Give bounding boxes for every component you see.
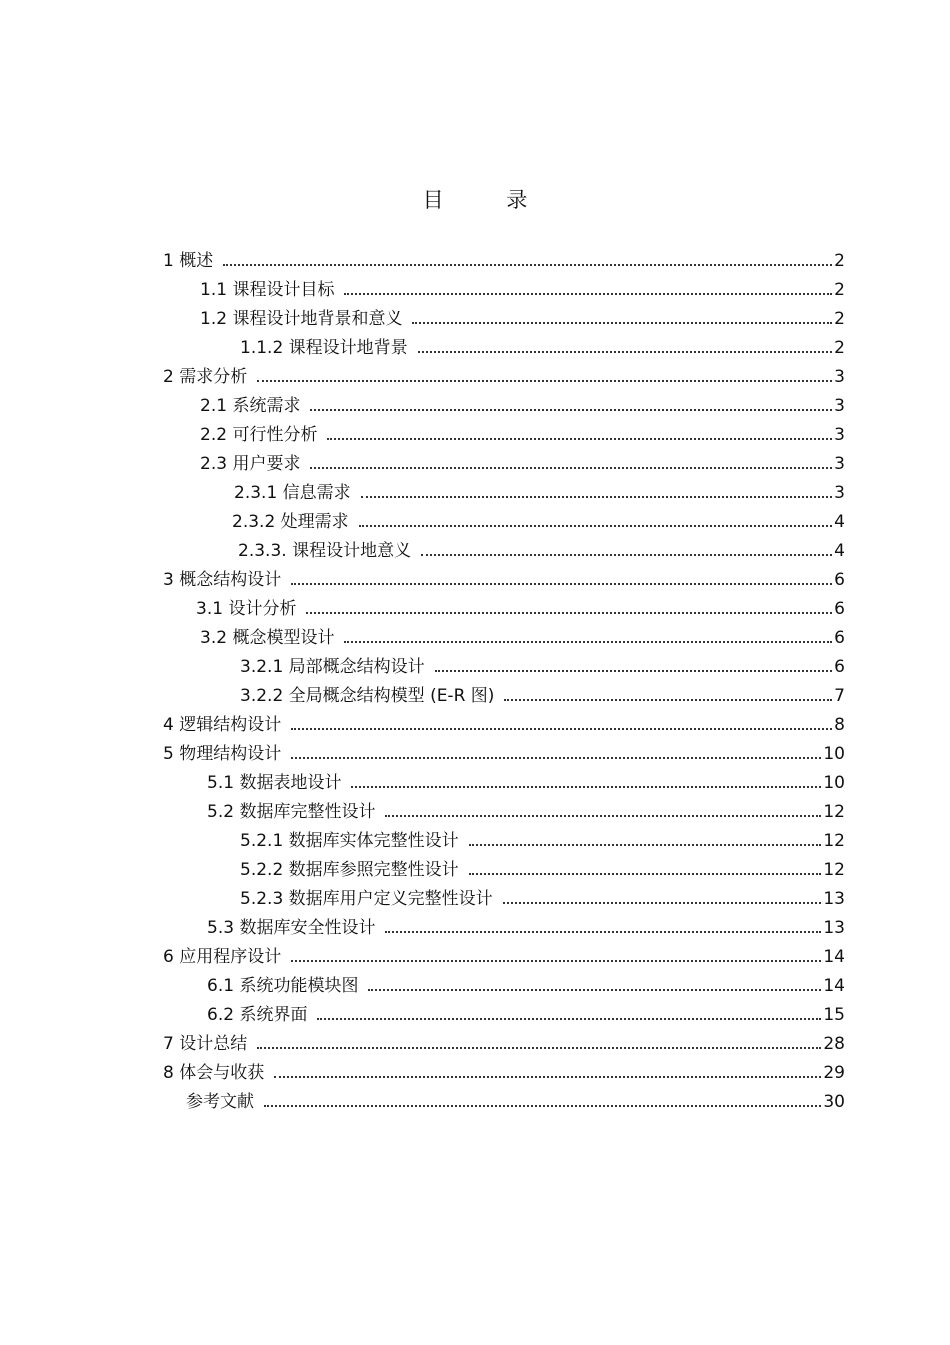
toc-dot-leader: [435, 670, 833, 672]
toc-entry-page-number: 15: [823, 1005, 845, 1025]
toc-dot-leader: [291, 757, 821, 759]
toc-entry[interactable]: [163, 244, 845, 272]
toc-entry-label: 2.3.3. 课程设计地意义: [238, 541, 412, 561]
toc-entry[interactable]: [232, 505, 845, 533]
toc-dot-leader: [421, 554, 832, 556]
toc-entry-label: 3.1 设计分析: [196, 599, 297, 619]
toc-entry[interactable]: [163, 1027, 845, 1055]
toc-entry-label: 5 物理结构设计: [163, 744, 282, 764]
toc-entry-label: 5.2.3 数据库用户定义完整性设计: [240, 889, 493, 909]
toc-entry-page-number: 6: [834, 599, 845, 619]
toc-dot-leader: [385, 931, 821, 933]
toc-dot-leader: [361, 496, 833, 498]
toc-entry[interactable]: [240, 679, 845, 707]
toc-entry[interactable]: [163, 737, 845, 765]
toc-entry-page-number: 13: [823, 889, 845, 909]
toc-entry-page-number: 4: [834, 512, 845, 532]
toc-dot-leader: [291, 960, 821, 962]
toc-entry-page-number: 6: [834, 628, 845, 648]
toc-entry-page-number: 12: [823, 860, 845, 880]
toc-entry[interactable]: [163, 708, 845, 736]
toc-dot-leader: [503, 902, 822, 904]
toc-entry-page-number: 28: [823, 1034, 845, 1054]
toc-entry-label: 6.2 系统界面: [207, 1005, 308, 1025]
toc-entry[interactable]: [200, 273, 845, 301]
toc-entry-page-number: 10: [823, 773, 845, 793]
toc-entry-label: 5.2.1 数据库实体完整性设计: [240, 831, 459, 851]
toc-entry[interactable]: [240, 331, 845, 359]
toc-dot-leader: [418, 351, 833, 353]
toc-entry-label: 6 应用程序设计: [163, 947, 282, 967]
toc-entry[interactable]: [238, 534, 845, 562]
toc-dot-leader: [327, 438, 832, 440]
toc-entry-page-number: 3: [834, 396, 845, 416]
toc-entry-label: 4 逻辑结构设计: [163, 715, 282, 735]
toc-entry-label: 3.2 概念模型设计: [200, 628, 335, 648]
toc-entry[interactable]: [207, 998, 845, 1026]
toc-entry-label: 2.2 可行性分析: [200, 425, 318, 445]
toc-dot-leader: [317, 1018, 821, 1020]
toc-entry-label: 8 体会与收获: [163, 1063, 265, 1083]
toc-dot-leader: [291, 583, 832, 585]
toc-entry-page-number: 2: [834, 338, 845, 358]
toc-entry-page-number: 14: [823, 947, 845, 967]
toc-entry[interactable]: [240, 882, 845, 910]
toc-entry-page-number: 13: [823, 918, 845, 938]
toc-entry[interactable]: [207, 766, 845, 794]
toc-entry-label: 5.2.2 数据库参照完整性设计: [240, 860, 459, 880]
toc-entry[interactable]: [163, 1056, 845, 1084]
toc-dot-leader: [306, 612, 832, 614]
toc-entry[interactable]: [200, 418, 845, 446]
toc-entry-label: 3.2.2 全局概念结构模型 (E-R 图): [240, 686, 495, 706]
toc-entry-label: 7 设计总结: [163, 1034, 248, 1054]
toc-dot-leader: [469, 873, 822, 875]
toc-entry-label: 1 概述: [163, 251, 214, 271]
page-title: 目 录: [422, 188, 556, 212]
toc-entry-label: 2.3.1 信息需求: [234, 483, 351, 503]
toc-dot-leader: [274, 1076, 821, 1078]
toc-entry[interactable]: [207, 969, 845, 997]
toc-entry[interactable]: [240, 650, 845, 678]
toc-dot-leader: [412, 322, 832, 324]
toc-dot-leader: [504, 699, 832, 701]
toc-dot-leader: [344, 641, 832, 643]
toc-entry-page-number: 3: [834, 483, 845, 503]
toc-entry-page-number: 3: [834, 454, 845, 474]
toc-entry[interactable]: [163, 940, 845, 968]
toc-entry-label: 2.1 系统需求: [200, 396, 301, 416]
toc-entry-page-number: 7: [834, 686, 845, 706]
toc-entry[interactable]: [200, 447, 845, 475]
toc-entry[interactable]: [200, 389, 845, 417]
toc-dot-leader: [351, 786, 821, 788]
toc-entry-page-number: 2: [834, 251, 845, 271]
toc-entry-page-number: 12: [823, 831, 845, 851]
toc-entry-page-number: 30: [823, 1092, 845, 1112]
toc-entry[interactable]: [200, 621, 845, 649]
toc-entry[interactable]: [163, 563, 845, 591]
toc-entry[interactable]: [186, 1085, 845, 1113]
toc-entry-label: 2 需求分析: [163, 367, 248, 387]
toc-entry[interactable]: [207, 911, 845, 939]
toc-entry[interactable]: [240, 824, 845, 852]
toc-entry-page-number: 2: [834, 280, 845, 300]
toc-dot-leader: [344, 293, 832, 295]
toc-entry[interactable]: [207, 795, 845, 823]
toc-entry-page-number: 3: [834, 425, 845, 445]
toc-entry-label: 5.2 数据库完整性设计: [207, 802, 376, 822]
toc-entry-label: 1.1 课程设计目标: [200, 280, 335, 300]
toc-entry-page-number: 10: [823, 744, 845, 764]
toc-entry-page-number: 6: [834, 657, 845, 677]
toc-entry-page-number: 8: [834, 715, 845, 735]
toc-entry-page-number: 4: [834, 541, 845, 561]
toc-entry[interactable]: [240, 853, 845, 881]
toc-entry-label: 3.2.1 局部概念结构设计: [240, 657, 425, 677]
toc-entry-page-number: 12: [823, 802, 845, 822]
toc-dot-leader: [257, 1047, 821, 1049]
toc-dot-leader: [368, 989, 821, 991]
toc-entry[interactable]: [196, 592, 845, 620]
toc-dot-leader: [223, 264, 832, 266]
toc-entry-page-number: 29: [823, 1063, 845, 1083]
toc-entry-page-number: 2: [834, 309, 845, 329]
toc-dot-leader: [310, 409, 832, 411]
toc-entry-page-number: 14: [823, 976, 845, 996]
toc-entry-label: 5.3 数据库安全性设计: [207, 918, 376, 938]
toc-dot-leader: [291, 728, 832, 730]
toc-entry-label: 5.1 数据表地设计: [207, 773, 342, 793]
toc-dot-leader: [264, 1105, 821, 1107]
toc-dot-leader: [469, 844, 822, 846]
toc-dot-leader: [257, 380, 832, 382]
toc-dot-leader: [310, 467, 832, 469]
toc-entry-label: 1.1.2 课程设计地背景: [240, 338, 408, 358]
toc-dot-leader: [385, 815, 821, 817]
toc-entry-label: 3 概念结构设计: [163, 570, 282, 590]
toc-entry-page-number: 6: [834, 570, 845, 590]
toc-entry[interactable]: [163, 360, 845, 388]
toc-entry-page-number: 3: [834, 367, 845, 387]
toc-entry-label: 参考文献: [186, 1092, 254, 1112]
toc-dot-leader: [359, 525, 833, 527]
toc-entry-label: 6.1 系统功能模块图: [207, 976, 359, 996]
toc-entry-label: 1.2 课程设计地背景和意义: [200, 309, 403, 329]
toc-entry[interactable]: [234, 476, 845, 504]
toc-entry-label: 2.3 用户要求: [200, 454, 301, 474]
toc-entry-label: 2.3.2 处理需求: [232, 512, 349, 532]
toc-entry[interactable]: [200, 302, 845, 330]
